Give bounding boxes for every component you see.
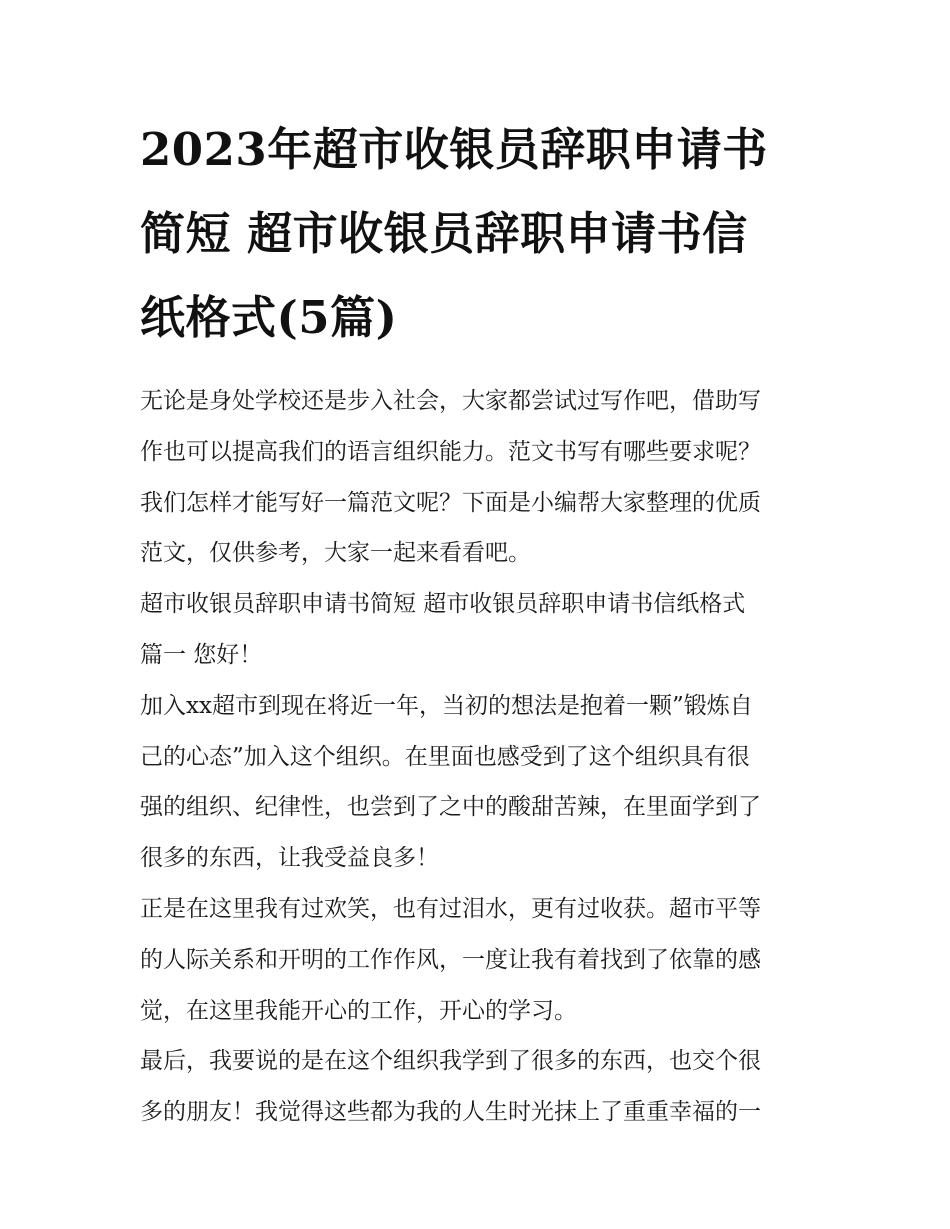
text-line: 最后，我要说的是在这个组织我学到了很多的东西，也交个很 (140, 1048, 761, 1075)
text-line: 很多的东西，让我受益良多！ (140, 845, 439, 872)
body-paragraph (140, 681, 820, 884)
text-line: 己的心态”加入这个组织。在里面也感受到了这个组织具有很 (140, 743, 750, 770)
text-line: 的人际关系和开明的工作作风，一度让我有着找到了依靠的感 (140, 946, 761, 973)
document-title (140, 108, 820, 360)
intro-paragraph (140, 376, 820, 579)
document-page (140, 108, 820, 1138)
text-line: 我们怎样才能写好一篇范文呢？下面是小编帮大家整理的优质 (140, 489, 761, 516)
document-body (140, 376, 820, 1138)
text-line: 无论是身处学校还是步入社会，大家都尝试过写作吧，借助写 (140, 388, 761, 414)
text-line: 范文，仅供参考，大家一起来看看吧。 (140, 540, 531, 567)
title-line: 简短 超市收银员辞职申请书信 (140, 207, 748, 260)
body-paragraph (140, 1036, 820, 1138)
text-line: 多的朋友！我觉得这些都为我的人生时光抹上了重重幸福的一 (140, 1099, 761, 1126)
text-line: 正是在这里我有过欢笑，也有过泪水，更有过收获。超市平等 (140, 895, 761, 922)
text-line: 篇一 您好！ (140, 641, 263, 668)
text-line: 作也可以提高我们的语言组织能力。范文书写有哪些要求呢？ (140, 438, 761, 465)
title-line: 纸格式(5篇) (140, 291, 398, 344)
text-line: 强的组织、纪律性，也尝到了之中的酸甜苦辣，在里面学到了 (140, 794, 761, 821)
section-heading-paragraph (140, 579, 820, 681)
text-line: 加入xx超市到现在将近一年，当初的想法是抱着一颗”锻炼自 (140, 692, 753, 719)
text-line: 超市收银员辞职申请书简短 超市收银员辞职申请书信纸格式 (140, 591, 746, 618)
body-paragraph (140, 884, 820, 1036)
title-line: 2023年超市收银员辞职申请书 (140, 123, 768, 176)
text-line: 觉，在这里我能开心的工作，开心的学习。 (140, 997, 577, 1024)
